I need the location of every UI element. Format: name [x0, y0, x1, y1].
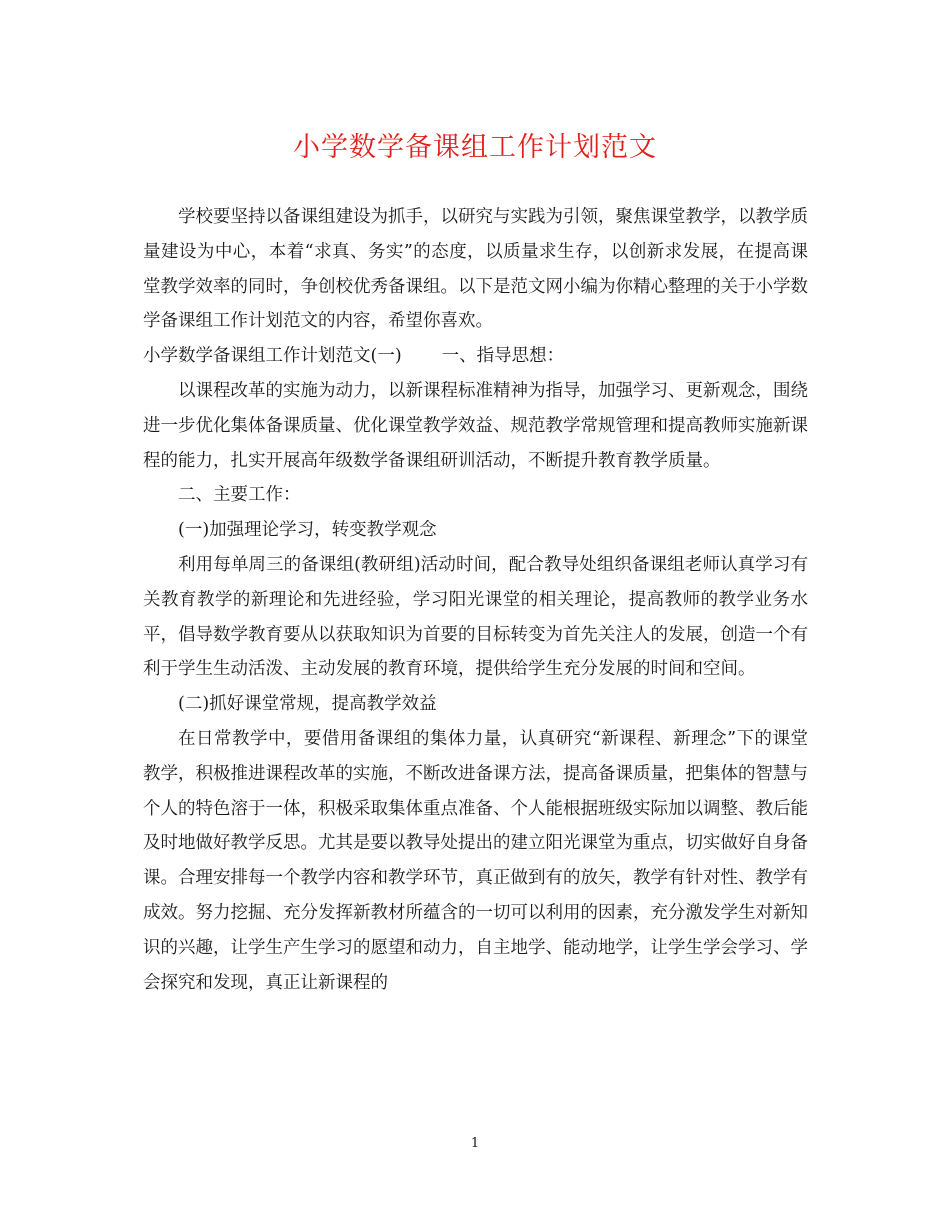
section2-heading: 二、主要工作： — [178, 485, 301, 506]
item1-heading: (一)加强理论学习，转变教学观念 — [178, 520, 437, 541]
section1-heading: 一、指导思想： — [441, 346, 565, 367]
subtitle-text: 小学数学备课组工作计划范文(一) — [143, 346, 402, 367]
item2-heading: (二)抓好课堂常规，提高教学效益 — [178, 694, 437, 715]
intro-paragraph: 学校要坚持以备课组建设为抓手，以研究与实践为引领，聚焦课堂教学，以教学质量建设为中心，本着“求真、务实”的态度，以质量求生存，以创新求发展，在提高课堂教学效率的同时，争创校优秀备课组。以下是范文网小编为你精心整理的关于小学数学备课组工作计划范文的内容，希望你喜欢。 — [143, 207, 808, 332]
item2-paragraph: 在日常教学中，要借用备课组的集体力量，认真研究“新课程、新理念”下的课堂教学，积极推进课程改革的实施，不断改进备课方法，提高备课质量，把集体的智慧与个人的特色溶于一体，积极采取集体重点准备、个人能根据班级实际加以调整、教后能及时地做好教学反思。尤其是要以教导处提出的建立阳光课堂为重点，切实做好自身备课。合理安排每一个教学内容和教学环节，真正做到有的放矢，教学有针对性、教学有成效。努力挖掘、充分发挥新教材所蕴含的一切可以利用的因素，充分激发学生对新知识的兴趣，让学生产生学习的愿望和动力，自主地学、能动地学，让学生学会学习、学会探究和发现，真正让新课程的 — [143, 728, 808, 993]
page-number: 1 — [470, 1136, 480, 1151]
document-title: 小学数学备课组工作计划范文 — [293, 132, 657, 163]
subtitle-line — [143, 339, 808, 374]
document-body — [143, 200, 808, 1000]
section1-paragraph: 以课程改革的实施为动力，以新课程标准精神为指导，加强学习、更新观念，围绕进一步优化集体备课质量、优化课堂教学效益、规范教学常规管理和提高教师实施新课程的能力，扎实开展高年级数学备课组研训活动，不断提升教育教学质量。 — [143, 380, 808, 471]
item1-paragraph: 利用每单周三的备课组(教研组)活动时间，配合教导处组织备课组老师认真学习有关教育教学的新理论和先进经验，学习阳光课堂的相关理论，提高教师的教学业务水平，倡导数学教育要从以获取知识为首要的目标转变为首先关注人的发展，创造一个有利于学生生动活泼、主动发展的教育环境，提供给学生充分发展的时间和空间。 — [143, 554, 808, 680]
